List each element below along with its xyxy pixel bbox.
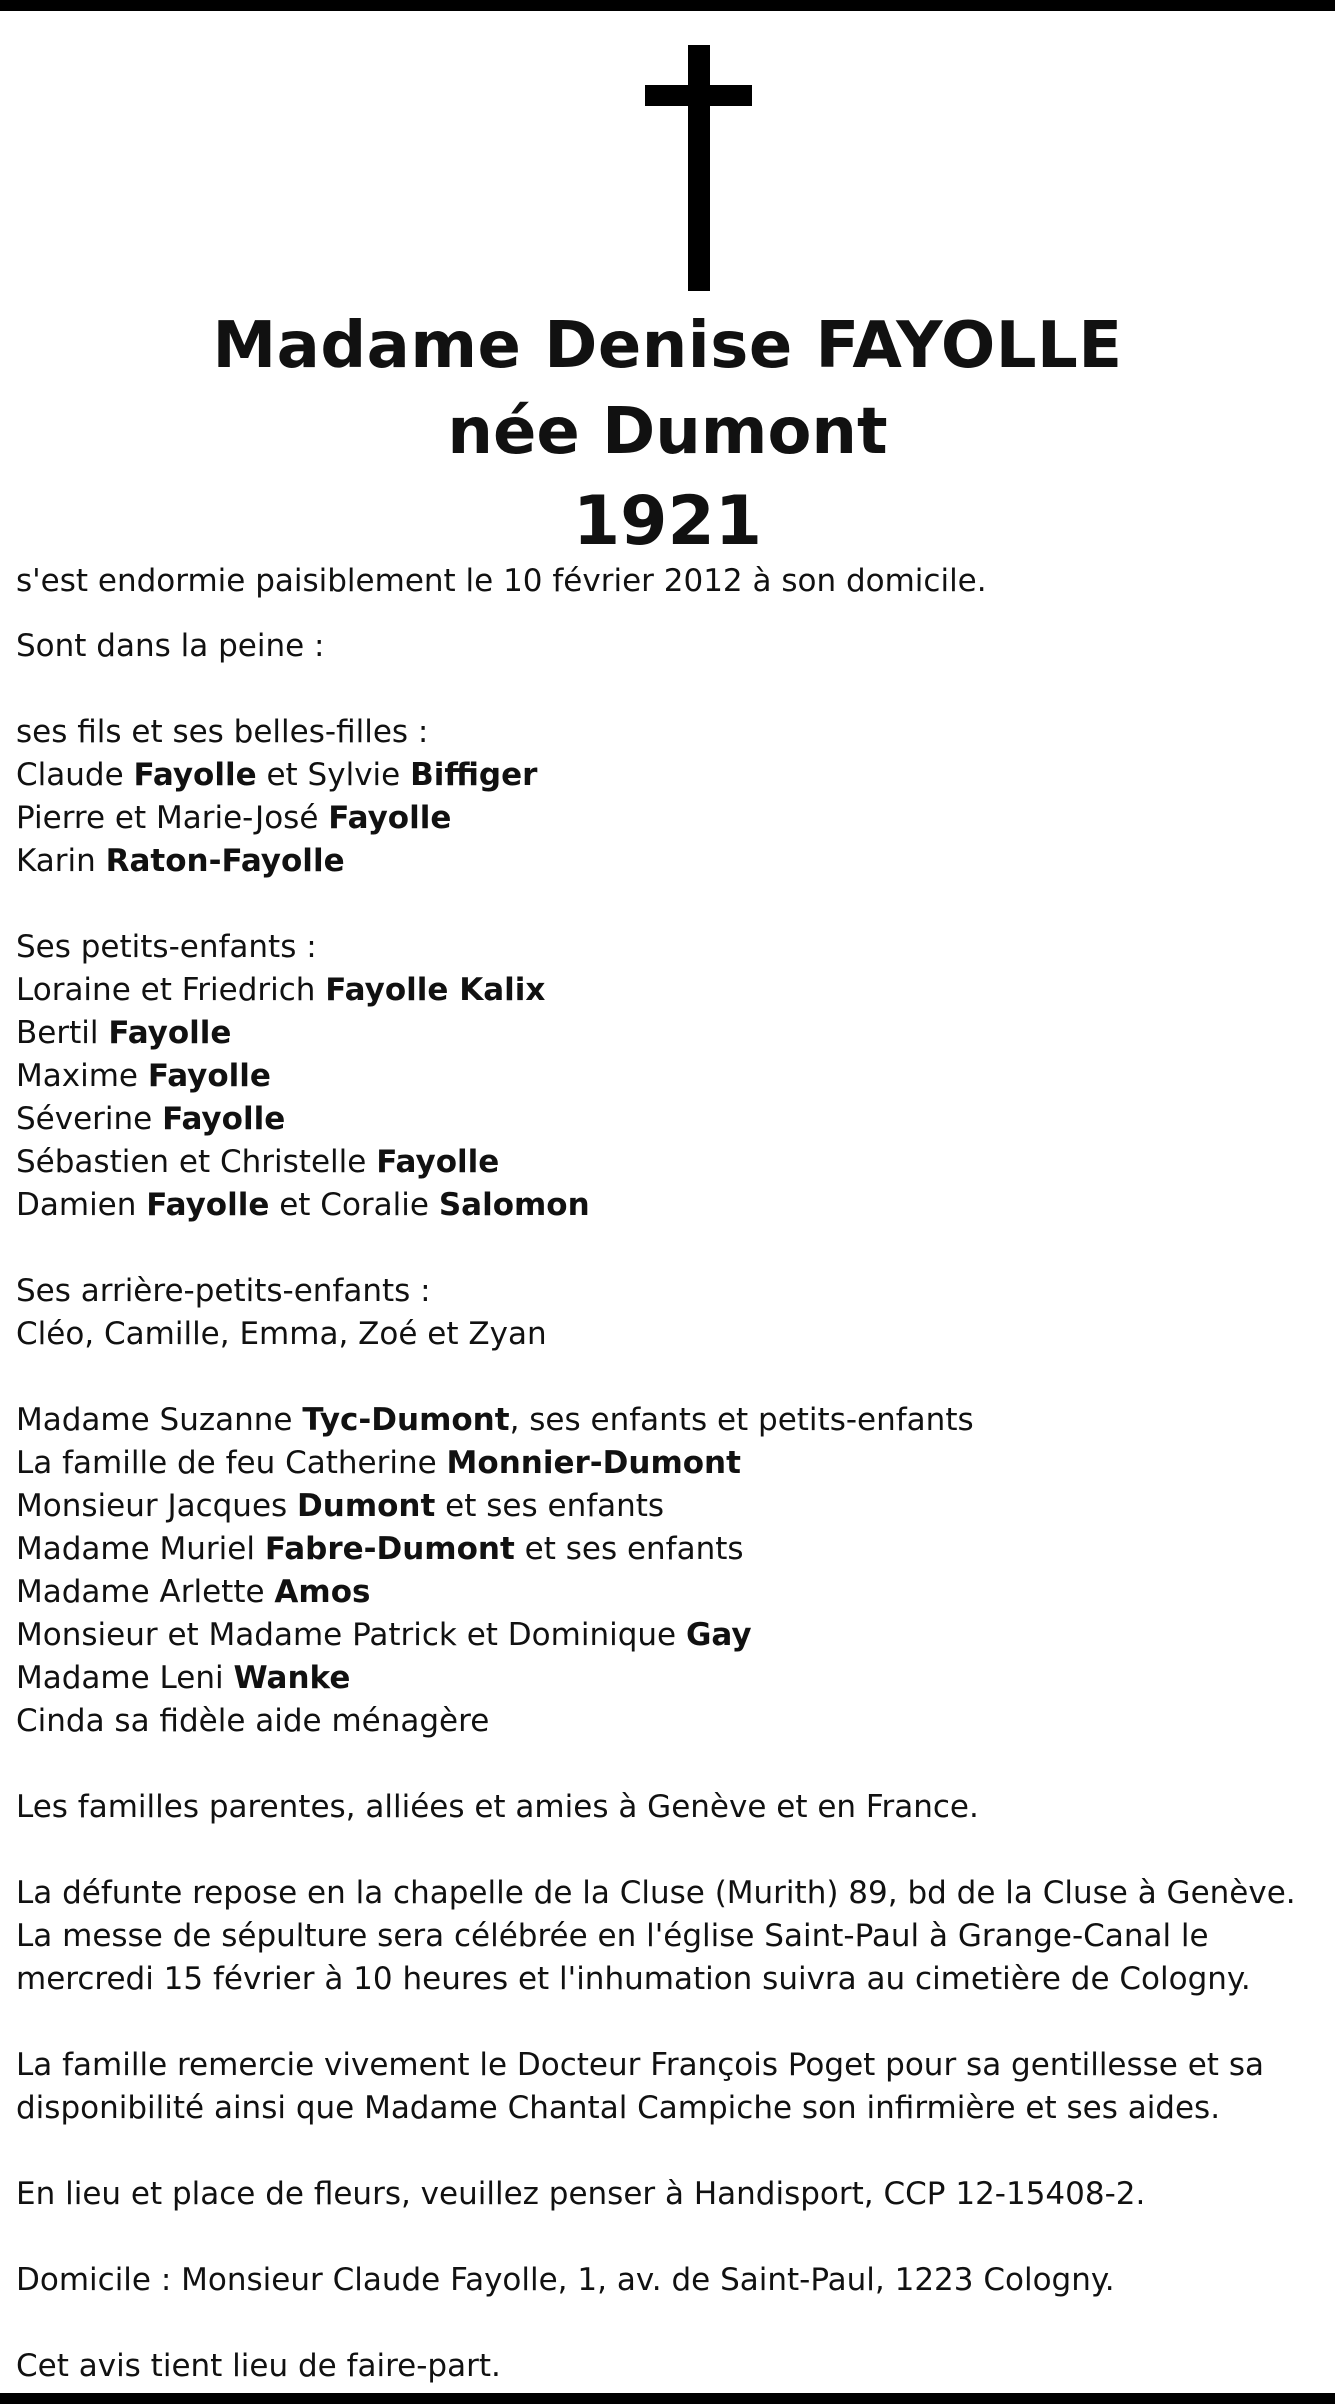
birth-year: 1921: [572, 482, 763, 561]
closing-text: Cet avis tient lieu de faire-part.: [16, 2348, 501, 2384]
list-item: Madame Muriel Fabre-Dumont et ses enfants: [16, 1531, 744, 1567]
great-grandchildren-heading: Ses arrière-petits-enfants :: [16, 1273, 431, 1309]
cross-icon: [0, 0, 1335, 300]
intro-text: s'est endormie paisiblement le 10 février 2012 à son domicile.: [16, 563, 987, 599]
list-item: Cinda sa fidèle aide ménagère: [16, 1703, 490, 1739]
sons-heading: ses fils et ses belles-filles :: [16, 714, 429, 750]
funeral-line: mercredi 15 février à 10 heures et l'inhumation suivra au cimetière de Cologny.: [16, 1961, 1251, 1997]
list-item: Madame Suzanne Tyc-Dumont, ses enfants et petits-enfants: [16, 1402, 974, 1438]
list-item: Sébastien et Christelle Fayolle: [16, 1144, 500, 1180]
list-item: Madame Leni Wanke: [16, 1660, 351, 1696]
mourners-intro: Sont dans la peine :: [16, 628, 325, 664]
thanks-line: disponibilité ainsi que Madame Chantal Campiche son infirmière et ses aides.: [16, 2090, 1221, 2126]
flowers-text: En lieu et place de fleurs, veuillez penser à Handisport, CCP 12-15408-2.: [16, 2176, 1146, 2212]
list-item: Pierre et Marie-José Fayolle: [16, 800, 452, 836]
bottom-border: [0, 2393, 1335, 2404]
deceased-name: Madame Denise FAYOLLE: [212, 309, 1123, 383]
notice-body: [16, 560, 1326, 2388]
grandchildren-heading: Ses petits-enfants :: [16, 929, 317, 965]
list-item: Bertil Fayolle: [16, 1015, 232, 1051]
maiden-name: née Dumont: [447, 395, 888, 469]
domicile-text: Domicile : Monsieur Claude Fayolle, 1, av. de Saint-Paul, 1223 Cologny.: [16, 2262, 1115, 2298]
funeral-line: La défunte repose en la chapelle de la Cluse (Murith) 89, bd de la Cluse à Genève.: [16, 1875, 1296, 1911]
list-item: Karin Raton-Fayolle: [16, 843, 345, 879]
list-item: Damien Fayolle et Coralie Salomon: [16, 1187, 590, 1223]
list-item: La famille de feu Catherine Monnier-Dumont: [16, 1445, 741, 1481]
list-item: Maxime Fayolle: [16, 1058, 271, 1094]
thanks-line: La famille remercie vivement le Docteur François Poget pour sa gentillesse et sa: [16, 2047, 1264, 2083]
list-item: Claude Fayolle et Sylvie Biffiger: [16, 757, 538, 793]
list-item: Monsieur Jacques Dumont et ses enfants: [16, 1488, 665, 1524]
funeral-line: La messe de sépulture sera célébrée en l'église Saint-Paul à Grange-Canal le: [16, 1918, 1209, 1954]
list-item: Monsieur et Madame Patrick et Dominique Gay: [16, 1617, 752, 1653]
families-text: Les familles parentes, alliées et amies à Genève et en France.: [16, 1789, 979, 1825]
great-grandchildren-names: Cléo, Camille, Emma, Zoé et Zyan: [16, 1316, 547, 1352]
list-item: Loraine et Friedrich Fayolle Kalix: [16, 972, 546, 1008]
list-item: Séverine Fayolle: [16, 1101, 286, 1137]
list-item: Madame Arlette Amos: [16, 1574, 371, 1610]
